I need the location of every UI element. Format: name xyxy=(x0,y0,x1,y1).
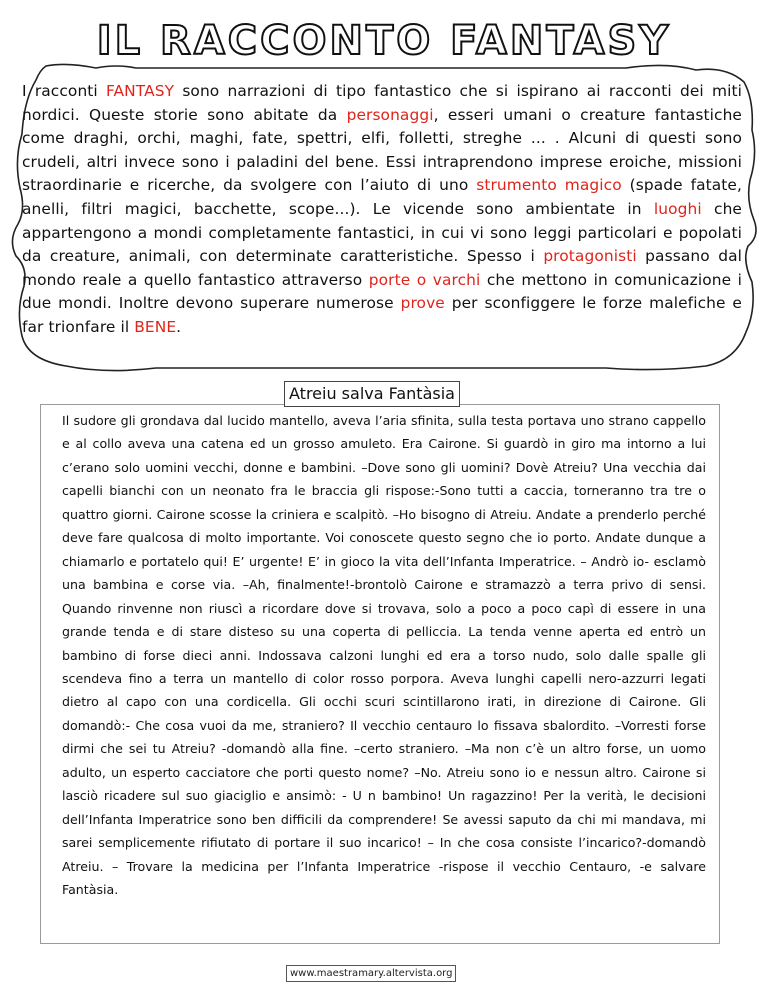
intro-segment: . xyxy=(176,317,182,336)
story-text: Il sudore gli grondava dal lucido mantello, aveva l’aria sfinita, sulla testa portava uno strano cappello e al collo aveva una catena ed un grosso amuleto. Era Cairone. Si guardò in giro ma intorno a lui c’erano solo uomini vecchi, donne e bambini. –Dove sono gli uomini? Dovè Atreiu? Una vecchia dai capelli bianchi con un neonato fra le braccia gli rispose:-Sono tutti a caccia, torneranno tra tre o quattro giorni. Cairone scosse la criniera e scalpitò. –Ho bisogno di Atreiu. Andate a prenderlo perché deve fare qualcosa di molto importante. Voi conoscete questo segno che io porto. Andate dunque a chiamarlo e portatelo qui! E’ urgente! E’ in gioco la vita dell’Infanta Imperatrice. – Andrò io- esclamò una bambina e corse via. –Ah, finalmente!-brontolò Cairone e stramazzò a terra privo di sensi. Quando rinvenne non riuscì a ricordare dove si trovava, solo a poco a poco capì di essere in una grande tenda e di stare disteso su una coperta di pelliccia. La tenda venne aperta ed entrò un bambino di forse dieci anni. Indossava calzoni lunghi ed era a torso nudo, solo dalle spalle gli scendeva fino a terra un mantello di color rosso porpora. Aveva lunghi capelli nero-azzurri legati dietro al capo con una cordicella. Gli occhi scuri scintillarono irati, in direzione di Cairone. Gli domandò:- Che cosa vuoi da me, straniero? Il vecchio centauro lo fissava sbalordito. –Vorresti forse dirmi che sei tu Atreiu? -domandò alla fine. –certo straniero. –Ma non c’è un altro forse, un uomo adulto, un esperto cacciatore che porti questo nome? –No. Atreiu sono io e nessun altro. Cairone si lasciò ricadere sul suo giaciglio e ansimò: - U n bambino! Un ragazzino! Per la verità, le decisioni dell’Infanta Imperatrice sono ben difficili da comprendere! Se avessi saputo da chi mi mandava, mi sarei semplicemente rifiutato di portare il suo incarico! – In che cosa consiste l’incarico?-domandò Atreiu. – Trovare la medicina per l’Infanta Imperatrice -rispose il vecchio Centauro, -e salvare Fantàsia. xyxy=(62,413,706,898)
highlight-keyword: prove xyxy=(400,294,445,313)
footer-url: www.maestramary.altervista.org xyxy=(286,965,456,982)
intro-segment: , esseri umani o creature fantastiche come draghi, orchi, maghi, fate, spettri, elfi, folletti, streghe ... . Alcuni di questi sono crudeli, altri invece sono i paladini del bene. Essi intraprendono imprese eroiche, missioni straordinarie e ricerche, da svolgere con l’aiuto di uno xyxy=(22,105,742,195)
intro-paragraph xyxy=(22,80,742,340)
intro-segment: per sconfiggere le forze malefiche e far trionfare il xyxy=(22,294,742,336)
highlight-keyword: BENE xyxy=(134,317,177,336)
intro-text xyxy=(22,80,742,340)
highlight-keyword: FANTASY xyxy=(106,82,175,100)
intro-segment: passano dal mondo reale a quello fantastico attraverso xyxy=(22,247,742,289)
page-title-text: IL RACCONTO FANTASY xyxy=(96,18,672,64)
intro-segment: che appartengono a mondi completamente fantastici, in cui vi sono leggi particolari e popolati da creature, animali, con determinate caratteristiche. Spesso i xyxy=(22,199,742,266)
intro-segment: I racconti xyxy=(22,82,107,100)
highlight-keyword: luoghi xyxy=(653,199,702,218)
highlight-keyword: porte o varchi xyxy=(368,270,481,289)
intro-segment: che mettono in comunicazione i due mondi. Inoltre devono superare numerose xyxy=(22,270,743,313)
highlight-keyword: strumento magico xyxy=(476,176,622,195)
highlight-keyword: personaggi xyxy=(346,105,434,124)
page-title xyxy=(0,12,768,64)
intro-segment: sono narrazioni di tipo fantastico che si ispirano ai racconti dei miti nordici. Queste storie sono abitate da xyxy=(22,82,742,124)
highlight-keyword: protagonisti xyxy=(543,247,637,266)
intro-segment: (spade fatate, anelli, filtri magici, bacchette, scope...). Le vicende sono ambientate in xyxy=(22,176,742,218)
story-title: Atreiu salva Fantàsia xyxy=(284,381,460,407)
